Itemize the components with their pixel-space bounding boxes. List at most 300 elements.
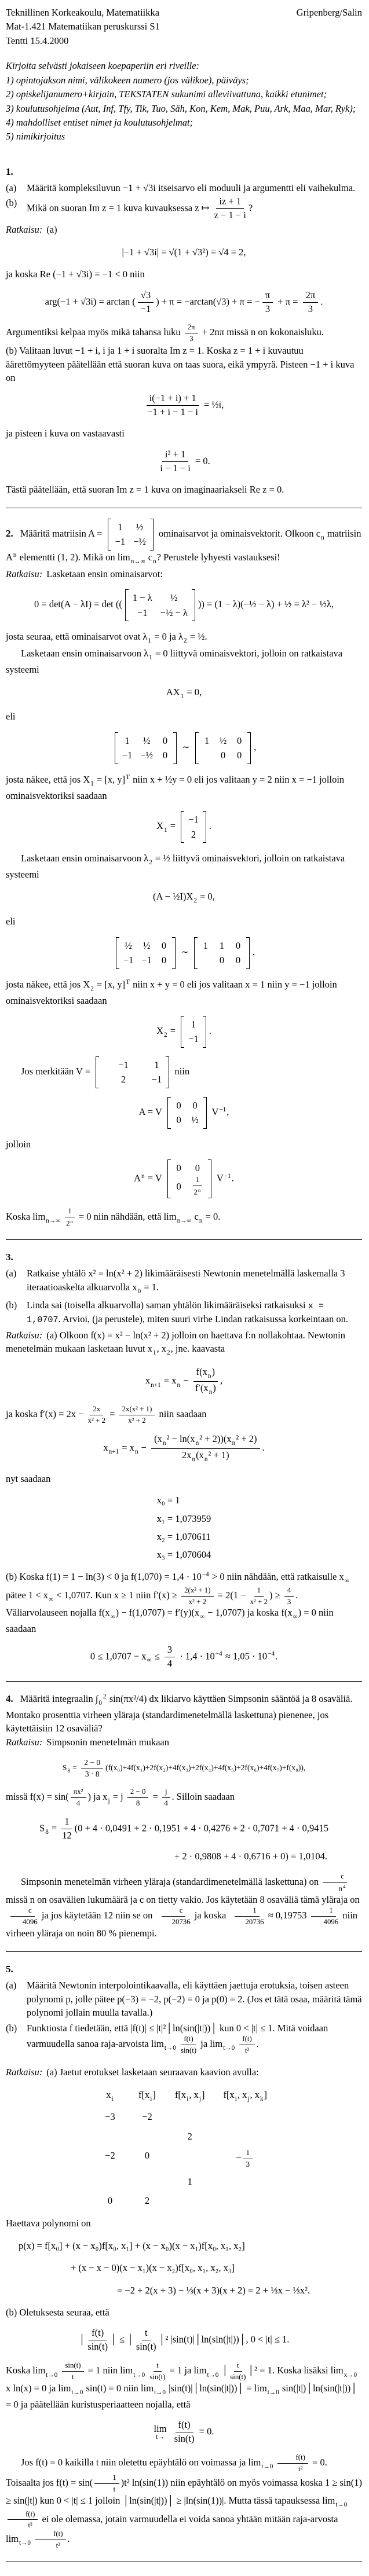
subscript: n→∞ <box>130 557 145 565</box>
text-run: 5. <box>6 1964 13 1975</box>
text-run: 2x <box>93 1405 101 1414</box>
text-run: = V <box>145 1172 165 1184</box>
matrix-cell <box>235 734 243 747</box>
text-run: 4 <box>287 1586 291 1594</box>
text-run: 1 <box>203 940 209 951</box>
subscript: t→0 <box>335 2501 348 2508</box>
paragraph <box>6 630 362 646</box>
text-run: 4 <box>164 1799 168 1807</box>
paragraph <box>6 2306 362 2319</box>
matrix-grid <box>119 937 172 969</box>
text-run: = ½i, <box>201 399 224 410</box>
fraction <box>230 1906 264 1927</box>
text-run: 0 <box>107 2195 113 2206</box>
text-run: 0 = det(A − λI) = det (( <box>34 599 122 610</box>
subscript: 1 <box>164 827 167 834</box>
subscript: j <box>108 1797 110 1805</box>
matrix-cell <box>175 1180 183 1193</box>
matrix-grid <box>184 811 203 843</box>
text-run: 1 <box>68 1207 72 1216</box>
superscript: n <box>70 1219 73 1225</box>
paragraph <box>6 87 362 101</box>
document-header <box>6 6 362 19</box>
paragraph <box>6 483 362 496</box>
table-cell <box>223 2110 267 2123</box>
subscript: n+1 <box>108 1448 119 1456</box>
solution-label: Ratkaisu: <box>6 1737 43 1748</box>
numerator <box>151 1434 260 1449</box>
matrix-cell <box>140 734 153 747</box>
text-run: Simpsonin menetelmän virheen yläraja (standardimenetelmällä laskettuna) on <box>21 1876 321 1887</box>
paragraph <box>6 344 362 384</box>
superscript: n <box>198 1187 201 1194</box>
paragraph <box>6 165 362 179</box>
text-run: X <box>156 820 164 832</box>
subscript: t→0 <box>261 2463 273 2471</box>
display-equation <box>6 2284 362 2297</box>
text-run: π <box>265 289 271 300</box>
text-run: x <box>106 2089 111 2101</box>
fraction <box>119 1405 155 1425</box>
text-run: · 1,4 · 10 <box>177 1650 215 1661</box>
denominator <box>195 1382 216 1396</box>
table-cell <box>175 2194 205 2207</box>
fraction <box>149 2361 165 2381</box>
text-run: p(x) = f[x₀] + (x − x₀)f[x₀, x₁] + (x − x₀)(x − x₁)f[x₀, x₁, x₂] <box>19 2240 245 2251</box>
denominator <box>167 1657 172 1669</box>
text-run: │² |sin(t)|│ln(sin(|t|))│, 0 < |t| ≤ 1. <box>158 2333 290 2345</box>
paragraph <box>6 223 362 236</box>
fraction <box>151 1434 260 1463</box>
text-run: − <box>181 1375 191 1386</box>
subscript: 8 <box>45 1828 49 1836</box>
display-equation <box>6 2420 362 2445</box>
table-cell <box>101 2149 119 2169</box>
subscript: 1 <box>180 692 184 700</box>
bracket-right-icon <box>172 937 176 969</box>
denominator <box>181 2045 196 2055</box>
text-run: f[x <box>223 2089 235 2101</box>
matrix-cell <box>234 953 242 967</box>
table-header-cell <box>223 2088 267 2104</box>
paragraph <box>6 1788 362 1808</box>
text-run: 2 <box>144 2195 150 2206</box>
superscript: T <box>126 978 130 986</box>
text-run: Linda sai (toisella alkuarvolla) saman yhtälön likimääräiseksi ratkaisuksi <box>27 1299 308 1311</box>
display-equation <box>6 449 362 474</box>
text-run: 2) opiskelijanumero+kirjain, TEKSTATEN sukunimi alleviivattuna, kaikki etunimet; <box>6 89 327 100</box>
numerator <box>162 1906 186 1917</box>
text-run: , jne. kaavasta <box>170 1343 225 1355</box>
subscript: 2 <box>149 859 152 867</box>
text-run: Ratkaise yhtälö x² = ln(x² + 2) likimääräisesti Newtonin menetelmällä laskemalla 3 iteraatioaskelta alkuarvolla x <box>27 1268 345 1293</box>
text-run: Kirjoita selvästi jokaiseen koepaperiin eri riveille: <box>6 60 200 72</box>
text-run: = <box>167 1025 178 1037</box>
text-run: −1 <box>188 1033 199 1045</box>
text-run: Määritä kompleksiluvun −1 + √3i itseisarvo eli moduuli ja argumentti eli vaihekulma. <box>27 182 356 193</box>
text-run: ja lim <box>198 2038 223 2050</box>
text-run: = ½. <box>187 631 207 643</box>
text-run: ½ <box>191 1114 199 1126</box>
fraction <box>71 1788 86 1808</box>
text-run <box>273 2457 276 2468</box>
numerator <box>8 2510 38 2520</box>
subscript: ∞ <box>200 1613 205 1621</box>
paragraph <box>6 130 362 143</box>
item-body <box>27 1298 362 1327</box>
subscript: n <box>153 557 156 565</box>
paragraph <box>6 1472 362 1485</box>
fraction <box>230 2361 246 2381</box>
text-run: Koska lim <box>6 1211 46 1223</box>
text-run: 0 <box>219 955 225 966</box>
text-run: 3 <box>167 1643 173 1655</box>
text-run: │ <box>78 2333 86 2345</box>
text-run: z − 1 − i <box>214 210 246 221</box>
spacer <box>6 48 362 58</box>
matrix-cell <box>175 1113 183 1126</box>
text-run: = 0 ja λ <box>152 631 184 643</box>
fraction <box>147 393 199 418</box>
text-run: 1 <box>329 1906 333 1915</box>
text-run: 0 <box>236 750 242 761</box>
denominator <box>230 2372 246 2381</box>
subscript: i <box>187 2096 189 2103</box>
display-equation <box>6 2328 362 2353</box>
matrix-grid <box>198 937 246 969</box>
text-run: j <box>165 1787 167 1796</box>
text-run: x² + 2 <box>188 1597 207 1606</box>
fraction <box>162 1788 170 1808</box>
item-label: (b) <box>6 1299 17 1311</box>
denominator <box>88 1415 105 1425</box>
paragraph <box>6 852 362 881</box>
fraction <box>262 290 273 315</box>
matrix-cell <box>141 939 152 952</box>
numerator <box>193 1176 202 1186</box>
subscript: n <box>192 1455 196 1463</box>
denominator <box>214 209 246 221</box>
matrix-cell <box>115 535 126 548</box>
text-run: V <box>214 1172 224 1184</box>
course-department: Teknillinen Korkeakoulu, Matematiikka <box>6 7 160 18</box>
text-run: niin <box>172 1066 190 1077</box>
text-run: = ½ liittyvä ominaisvektori, jolloin on ratkaistava systeemi <box>6 852 345 880</box>
paragraph <box>6 1137 362 1151</box>
equation-group <box>6 1494 362 1562</box>
table-cell <box>101 2130 119 2143</box>
text-run: = x <box>119 1442 134 1454</box>
text-run: c <box>341 1872 344 1880</box>
text-run: −1 <box>141 955 152 966</box>
text-run: t² <box>28 2521 32 2530</box>
table-cell <box>175 2130 205 2143</box>
denominator <box>147 406 198 418</box>
fraction <box>193 1367 218 1396</box>
text-run: 0 <box>235 955 241 966</box>
text-run: 12 <box>62 1829 72 1841</box>
superscript: 4 <box>343 1883 346 1889</box>
numerator <box>89 2328 107 2340</box>
numerator <box>165 1645 175 1657</box>
text-run: 4 <box>167 1657 173 1669</box>
text-run: c <box>179 1906 183 1915</box>
paragraph <box>6 116 362 129</box>
paragraph <box>6 323 362 343</box>
text-run: 3 · 8 <box>85 1770 100 1779</box>
paragraph <box>6 710 362 723</box>
text-run: f(x <box>196 1366 207 1378</box>
matrix-cell <box>133 591 152 604</box>
text-run: (x <box>154 1433 162 1444</box>
text-run: 1 <box>204 735 210 746</box>
text-run <box>58 2365 60 2376</box>
table-cell <box>101 2194 119 2207</box>
text-run: ) ≥ <box>269 1589 283 1601</box>
table-cell <box>138 2149 156 2169</box>
text-run: t² <box>298 2465 303 2474</box>
spacer <box>6 144 362 162</box>
text-run: Jos merkitään V = <box>21 1066 93 1077</box>
text-run: t² <box>244 2046 250 2054</box>
text-run: ≈ 1,05 · 10 <box>222 1650 268 1661</box>
table-cell <box>101 2175 119 2188</box>
text-run: , <box>220 1375 223 1386</box>
text-run: ja jos käytetään 12 niin se on <box>39 1910 155 1921</box>
text-run: + 2 · 0,9808 + 4 · 0,6716 + 0) = 1,0104. <box>174 1851 327 1862</box>
text-run: t <box>237 2361 239 2370</box>
display-equation <box>6 1817 362 1841</box>
matrix-cell <box>188 813 199 826</box>
numerator <box>62 2361 83 2372</box>
fraction <box>181 2035 196 2055</box>
text-run: −1 <box>140 303 151 314</box>
text-run: 1 <box>257 1586 261 1594</box>
subscript: i <box>111 2096 114 2103</box>
denominator <box>246 2159 250 2169</box>
text-run: 2π <box>187 323 195 332</box>
text-run: ² − ln(x <box>166 1433 195 1444</box>
superscript: n <box>13 552 17 559</box>
text-run: . Arvioi, (ja perustele), miten suuri virhe Lindan ratkaisussa korkeintaan on. <box>58 1313 349 1325</box>
text-run: = <box>70 1763 79 1773</box>
text-run: ½ <box>143 735 151 746</box>
denominator <box>265 303 270 315</box>
text-run: f′(x <box>195 1382 209 1394</box>
text-run: A = V <box>138 1106 165 1117</box>
text-run: 0 <box>176 1180 181 1192</box>
numerator <box>311 1906 335 1917</box>
matrix-cell <box>133 606 152 619</box>
superscript: −4 <box>268 1650 275 1658</box>
numerator <box>10 1906 35 1917</box>
matrix <box>108 519 154 551</box>
paragraph <box>6 20 362 33</box>
matrix <box>96 1056 169 1088</box>
paragraph <box>6 1872 362 1940</box>
subscript: 2 <box>184 637 187 645</box>
text-run: 0 <box>176 1114 181 1126</box>
text-run: Määritä matriisin A = <box>20 528 105 540</box>
denominator <box>230 1917 264 1927</box>
subscript: 2 <box>167 1349 170 1357</box>
list-item <box>6 181 362 195</box>
text-run: Lasketaan ensin ominaisarvoon λ <box>21 648 149 659</box>
matrix-grid <box>118 732 173 764</box>
text-run: = <box>150 1791 160 1803</box>
display-equation <box>6 393 362 418</box>
text-run: Määritä Newtonin interpolointikaavalla, eli käyttäen jaettuja erotuksia, toisen asteen polynomi p, jolle pätee p(−3) = −2, p(−2) = 0 ja p(0) = 2. (Jos et tätä osaa, määritä tämä polynomi jollain muulla tavalla.) <box>27 1980 362 2019</box>
text-run: 0 <box>176 1099 181 1111</box>
item-body <box>27 2021 362 2055</box>
display-equation <box>6 1434 362 1463</box>
fraction <box>61 1817 72 1841</box>
text-run: Haettava polynomi on <box>6 2218 91 2229</box>
text-run: , x <box>189 2089 199 2101</box>
display-equation <box>6 2261 362 2274</box>
text-run: = 0 liittyvä ominaisvektori, jolloin on ratkaistava systeemi <box>6 648 343 676</box>
text-run: . <box>67 2533 70 2545</box>
fraction <box>127 1788 149 1808</box>
fraction <box>250 1586 268 1606</box>
text-run: −3 <box>105 2111 115 2123</box>
list-item <box>6 2021 362 2055</box>
list-item <box>6 1267 362 1296</box>
text-run: 1 <box>219 940 225 951</box>
text-run: (a) Olkoon f(x) = x² − ln(x² + 2) jolloin on haettava f:n nollakohtaa. Newtonin menetelmän mukaan lasketaan luvut x <box>6 1329 345 1355</box>
text-run: Mat-1.421 Matematiikan peruskurssi S1 <box>6 21 160 32</box>
text-run: S <box>62 1763 67 1773</box>
text-run: i² + 1 <box>165 448 186 460</box>
text-run: A <box>134 1172 141 1184</box>
matrix <box>195 732 251 764</box>
numerator <box>181 2035 196 2045</box>
matrix-cell <box>160 953 168 967</box>
paragraph <box>6 1250 362 1264</box>
numerator <box>323 1872 347 1883</box>
text-run: = [x, y] <box>94 978 126 990</box>
text-run: (b) Koska f(1) = 1 − ln(3) < 0 ja f(1,070) = 1,4 · 10 <box>6 1570 202 1582</box>
fraction <box>174 2420 195 2445</box>
denominator <box>189 333 193 343</box>
text-run: 3 <box>308 303 313 314</box>
text-run: = 0. Toisaalta jos f(t) = sin( <box>6 2457 327 2489</box>
text-run: = 0. <box>196 2425 214 2437</box>
paragraph <box>6 427 362 440</box>
table-cell <box>223 2149 267 2169</box>
text-run: x² + 2 <box>250 1597 268 1606</box>
text-run: Lasketaan ensin ominaisarvot: <box>46 568 163 579</box>
text-run: matriisin A <box>6 528 361 563</box>
text-run: ½ <box>170 592 178 604</box>
subscript: n <box>207 1373 211 1380</box>
bracket-right-icon <box>150 519 154 551</box>
subscript: 1 <box>149 654 152 662</box>
subscript: 2 <box>90 985 94 992</box>
matrix-cell <box>191 1113 199 1126</box>
text-run: . <box>209 820 211 832</box>
subscript: n <box>204 1455 208 1463</box>
text-run: −2 <box>105 2149 115 2161</box>
matrix <box>115 732 177 764</box>
numerator <box>35 2530 65 2540</box>
paragraph <box>6 102 362 115</box>
numerator <box>303 290 319 303</box>
matrix <box>181 811 206 843</box>
text-run: . Silloin saadaan <box>171 1791 235 1803</box>
text-run: sin(t) <box>230 2373 246 2381</box>
numerator <box>154 2361 162 2372</box>
text-run: 0 <box>144 2149 150 2161</box>
superscript: −4 <box>215 1650 222 1658</box>
numerator <box>254 1586 264 1597</box>
text-run: Funktiosta f tiedetään, että |f(t)| ≤ |t|²│ln(sin(|t|))│ kun 0 < |t| ≤ 1. Mitä voidaan varmuudella sanoa raja-arvoista lim <box>27 2022 328 2050</box>
text-run: = 0, <box>198 891 215 902</box>
subscript: t→0 <box>267 2389 279 2397</box>
matrix <box>167 1097 207 1129</box>
text-run: ja koska <box>192 1910 229 1921</box>
denominator <box>76 1798 80 1808</box>
divider <box>6 1681 362 1682</box>
bracket-right-icon <box>246 937 250 969</box>
matrix-cell <box>160 606 188 619</box>
text-run: t <box>144 2327 148 2339</box>
text-run: sin(t) <box>65 2361 81 2370</box>
solution-label: Ratkaisu: <box>6 2066 43 2078</box>
text-run: │ ≤ │ <box>110 2333 134 2345</box>
text-run: 4096 <box>23 1918 38 1927</box>
display-equation <box>6 1758 362 1779</box>
text-run: = j <box>110 1791 126 1803</box>
text-run: sin(|t|)│ln(sin(|t|))│ = 0 ja päätellään kuristusperiaatteen nojalla, että <box>6 2383 357 2410</box>
display-equation <box>6 1016 362 1048</box>
paragraph <box>6 915 362 928</box>
text-run: 1 <box>246 2148 250 2157</box>
table-cell <box>175 2149 205 2169</box>
text-run: ominaisarvot ja ominaisvektorit. Olkoon c <box>156 528 321 540</box>
text-run: ½ <box>219 735 227 746</box>
text-run: Määritä integraalin ∫ <box>20 1693 98 1704</box>
divider <box>6 1239 362 1240</box>
text-run: 2π <box>305 289 316 300</box>
denominator <box>41 2540 60 2550</box>
text-run: )t² ln(sin(1)) niin epäyhtälö on myös voimassa koska 1 ≥ sin(1) ≥ sin(|t|) kun 0 < |t| ≤ 1 jolloin │ln(sin(|t|))│ ≥ |ln(sin(1))|. Mutta tässä tapauksessa lim <box>6 2477 362 2506</box>
text-run: . <box>275 1650 278 1661</box>
text-run: 0 <box>162 735 168 746</box>
text-run: 1 <box>64 1815 70 1827</box>
text-run: 4. <box>6 1693 13 1704</box>
numerator <box>185 323 198 333</box>
matrix-grid <box>184 1016 203 1048</box>
matrix <box>125 589 195 621</box>
text-run: Tästä päätellään, että suoran Im z = 1 kuva on imaginaariakseli Re z = 0. <box>6 483 284 495</box>
subscript: 2 <box>164 1032 167 1039</box>
fraction <box>181 1586 213 1606</box>
table-cell <box>223 2130 267 2143</box>
text-run: 1 <box>125 735 130 746</box>
text-run: ∼ <box>178 946 192 957</box>
subscript: j <box>199 2096 201 2103</box>
text-run: = <box>107 1408 118 1420</box>
text-run: josta näkee, että jos X <box>6 773 90 785</box>
matrix-cell <box>218 939 226 952</box>
text-run: arg(−1 + √3i) = arctan ( <box>45 295 136 307</box>
subscript: n <box>321 534 324 542</box>
text-run: 2x <box>181 1449 192 1461</box>
list-item <box>6 1298 362 1327</box>
paragraph <box>6 34 362 47</box>
text-run: = 0. <box>192 454 210 466</box>
